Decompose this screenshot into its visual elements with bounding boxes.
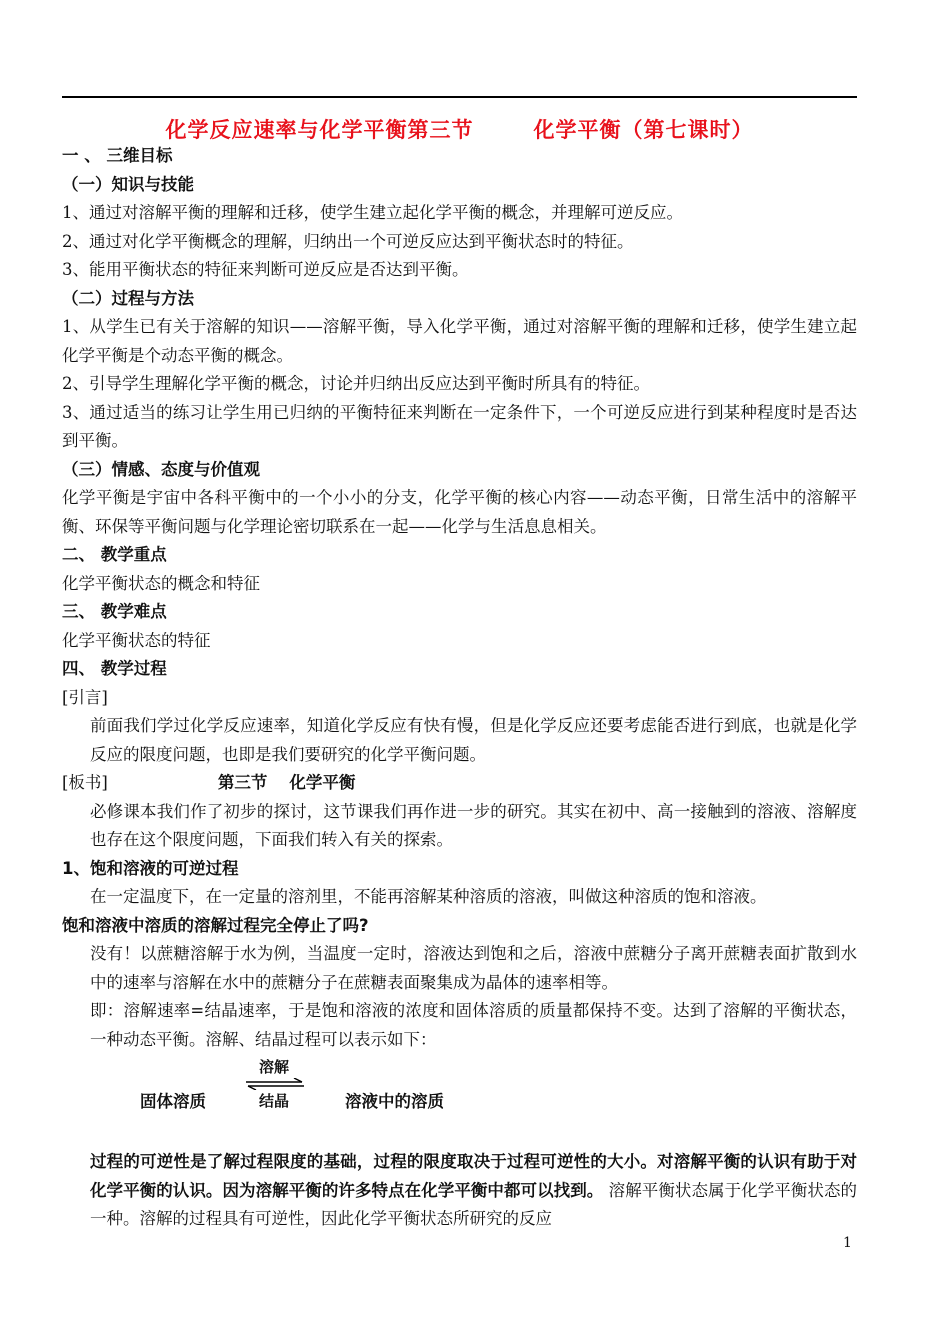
answer: 没有！以蔗糖溶解于水为例，当温度一定时，溶液达到饱和之后，溶液中蔗糖分子离开蔗糖表面扩散到水中的速率与溶解在水中的蔗糖分子在蔗糖表面聚集成为晶体的速率相等。 (90, 944, 857, 992)
header-rule (62, 96, 857, 98)
lesson-title (62, 114, 857, 144)
difficulties-text: 化学平衡状态的特征 (62, 630, 211, 650)
reversible-arrow-icon (244, 1078, 306, 1090)
dissolution-equation (62, 1054, 857, 1134)
board-line (62, 769, 857, 798)
section-heading-key-points: 二、 教学重点 (62, 545, 167, 564)
intro-text: 前面我们学过化学反应速率，知道化学反应有快有慢，但是化学反应还要考虑能否进行到底，也就是化学反应的限度问题，也即是我们要研究的化学平衡问题。 (90, 716, 857, 764)
knowledge-item: 1、通过对溶解平衡的理解和迁移，使学生建立起化学平衡的概念，并理解可逆反应。 (62, 203, 683, 222)
equation-arrow-bottom-label: 结晶 (258, 1092, 289, 1110)
intro-tag: [引言] (62, 687, 108, 707)
process-item: 1、从学生已有关于溶解的知识——溶解平衡，导入化学平衡，通过对溶解平衡的理解和迁移，使学生建立起化学平衡是个动态平衡的概念。 (62, 317, 857, 365)
subheading-process-methods: （二）过程与方法 (62, 288, 194, 308)
process-item: 3、通过适当的练习让学生用已归纳的平衡特征来判断在一定条件下，一个可逆反应进行到某种程度时是否达到平衡。 (62, 402, 857, 450)
title-part-2: 化学平衡（第七课时） (533, 118, 754, 142)
page-number: 1 (843, 1235, 852, 1251)
subheading-emotion: （三）情感、态度与价值观 (62, 459, 260, 479)
concluding-bold: 过程的可逆性是了解过程限度的基础，过程的限度取决于过程可逆性的大小。对溶解平衡的认识有助于对化学平衡的认识。因为溶解平衡的许多特点在化学平衡中都可以找到。 (90, 1152, 857, 1200)
knowledge-item: 3、能用平衡状态的特征来判断可逆反应是否达到平衡。 (62, 260, 469, 279)
equation-left: 固体溶质 (140, 1092, 206, 1111)
subheading-knowledge: （一）知识与技能 (62, 174, 194, 194)
concluding-normal: 溶解平衡状态属于化学平衡状态的一种。溶解的过程具有可逆性，因此化学平衡状态所研究的反应 (90, 1180, 858, 1228)
equation-arrow-top-label: 溶解 (258, 1058, 289, 1076)
saturated-definition: 在一定温度下，在一定量的溶剂里，不能再溶解某种溶质的溶液，叫做这种溶质的饱和溶液。 (90, 887, 767, 906)
board-text: 必修课本我们作了初步的探讨，这节课我们再作进一步的研究。其实在初中、高一接触到的溶液、溶解度也存在这个限度问题，下面我们转入有关的探索。 (90, 801, 857, 849)
key-points-text: 化学平衡状态的概念和特征 (62, 573, 260, 593)
section-heading-teaching-process: 四、 教学过程 (62, 659, 167, 678)
rate-equality: 即：溶解速率=结晶速率，于是饱和溶液的浓度和固体溶质的质量都保持不变。达到了溶解的平衡状态，一种动态平衡。溶解、结晶过程可以表示如下： (90, 1001, 857, 1049)
section-heading-objectives: 一 、 三维目标 (62, 146, 173, 165)
question: 饱和溶液中溶质的溶解过程完全停止了吗? (62, 915, 369, 935)
heading-saturated-solution: 1、饱和溶液的可逆过程 (62, 858, 239, 878)
knowledge-item: 2、通过对化学平衡概念的理解，归纳出一个可逆反应达到平衡状态时的特征。 (62, 231, 634, 251)
concluding-paragraph (62, 1148, 857, 1234)
title-part-1: 化学反应速率与化学平衡第三节 (165, 118, 474, 142)
board-tag: [板书] (62, 773, 108, 792)
process-item: 2、引导学生理解化学平衡的概念，讨论并归纳出反应达到平衡时所具有的特征。 (62, 374, 650, 393)
board-title: 化学平衡 (289, 773, 356, 792)
board-section: 第三节 (217, 773, 268, 792)
section-heading-difficulties: 三、 教学难点 (62, 602, 167, 621)
emotion-text: 化学平衡是宇宙中各科平衡中的一个小小的分支，化学平衡的核心内容——动态平衡，日常生活中的溶解平衡、环保等平衡问题与化学理论密切联系在一起——化学与生活息息相关。 (62, 488, 857, 536)
equation-right: 溶液中的溶质 (345, 1092, 444, 1111)
content (62, 142, 857, 1234)
